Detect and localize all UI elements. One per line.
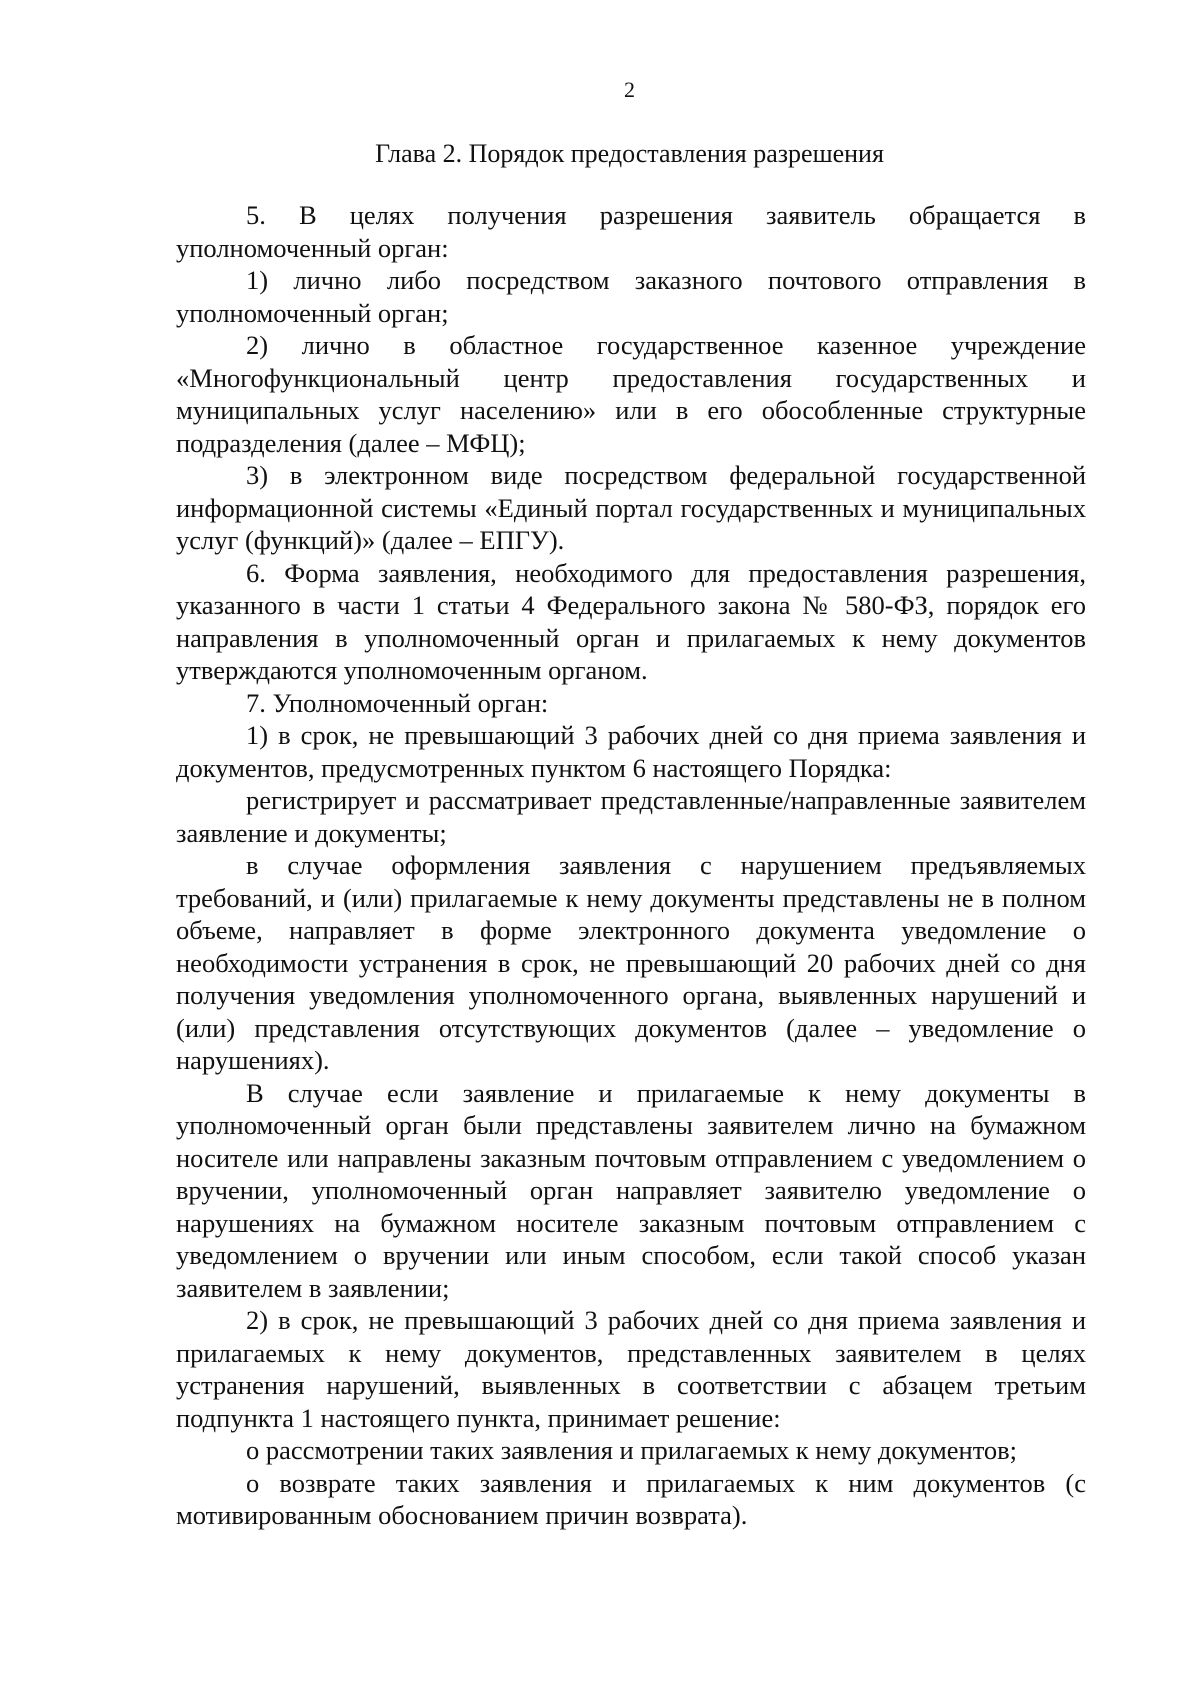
paragraph-7-item-1-paper-notice: В случае если заявление и прилагаемые к нему документы в уполномоченный орган были представлены заявителем лично на бумажном носителе или направлены заказным почтовым отправлением с уведомлением о вручении, уполномоченный орган направляет заявителю уведомление о нарушениях на бумажном носителе заказным почтовым отправлением с уведомлением о вручении или иным способом, если такой способ указан заявителем в заявлении; — [176, 1077, 1086, 1303]
paragraph-7-item-1: 1) в срок, не превышающий 3 рабочих дней со дня приема заявления и документов, предусмотренных пунктом 6 настоящего Порядка: — [176, 720, 1086, 783]
paragraph-7-item-2: 2) в срок, не превышающий 3 рабочих дней со дня приема заявления и прилагаемых к нему документов, представленных заявителем в целях устранения нарушений, выявленных в соответствии с абзацем третьим подпункта 1 настоящего пункта, принимает решение: — [176, 1305, 1086, 1433]
paragraph-7: 7. Уполномоченный орган: — [246, 687, 549, 718]
paragraph-7-item-2-consider: о рассмотрении таких заявления и прилагаемых к нему документов; — [246, 1435, 1018, 1465]
page-number: 2 — [624, 77, 635, 102]
paragraph-5-item-2: 2) лично в областное государственное казенное учреждение «Многофункциональный центр предоставления государственных и муниципальных услуг населению» или в его обособленные структурные подразделения (далее – МФЦ); — [176, 330, 1086, 458]
chapter-title: Глава 2. Порядок предоставления разрешения — [375, 139, 884, 168]
paragraph-7-item-2-return: о возврате таких заявления и прилагаемых к ним документов (с мотивированным обоснованием причин возврата). — [176, 1467, 1086, 1530]
paragraph-7-item-1-register: регистрирует и рассматривает представленные/направленные заявителем заявление и документы; — [176, 785, 1086, 848]
paragraph-5-item-3: 3) в электронном виде посредством федеральной государственной информационной системы «Единый портал государственных и муниципальных услуг (функций)» (далее – ЕПГУ). — [176, 460, 1086, 555]
paragraph-7-item-1-violation-notice: в случае оформления заявления с нарушением предъявляемых требований, и (или) прилагаемые к нему документы представлены не в полном объеме, направляет в форме электронного документа уведомление о необходимости устранения в срок, не превышающий 20 рабочих дней со дня получения уведомления уполномоченного органа, выявленных нарушений и (или) представления отсутствующих документов (далее – уведомление о нарушениях). — [176, 850, 1086, 1075]
document-body — [176, 199, 1086, 1532]
paragraph-5: 5. В целях получения разрешения заявитель обращается в уполномоченный орган: — [176, 200, 1086, 263]
paragraph-6: 6. Форма заявления, необходимого для предоставления разрешения, указанного в части 1 статьи 4 Федерального закона № 580-ФЗ, порядок его направления в уполномоченный орган и прилагаемых к нему документов утверждаются уполномоченным органом. — [176, 557, 1086, 685]
paragraph-5-item-1: 1) лично либо посредством заказного почтового отправления в уполномоченный орган; — [176, 265, 1086, 328]
